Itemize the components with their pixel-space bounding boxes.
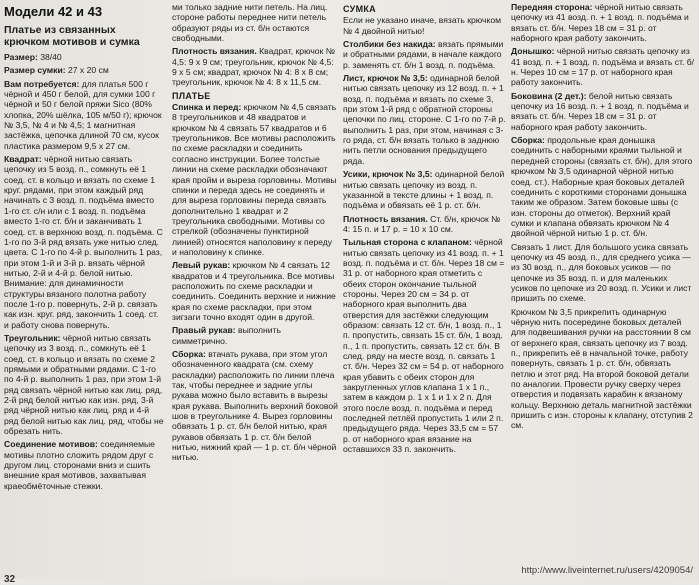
section-text: белой нитью связать цепочку из 16 возд. п. + 1 возд. п. подъёма и вязать ст. б/н. Через 18 см = 31 р. от наборного края работу закончить. — [511, 90, 689, 132]
source-url: http://www.liveinternet.ru/users/4209054/ — [521, 565, 693, 576]
section-text: крючком № 4,5 связать 8 треугольников и 48 квадратов и крючком № 4 связать 57 квадратов и 6 треугольников. Все мотивы расположить по схеме раскладки и соединить согласно инструкции. Более толстые линии на схеме раскладки обозначают края пройм и выреза горловины. Мотивы спинки и переда здесь не соединять и для выреза горловины переда связать дополнительно 1 квадрат и 2 треугольника свободными. Мотивы со стрелкой (обозначены пунктирной линией) относятся наполовину к переду и наполовину к спинке. — [172, 102, 337, 257]
section-label: Спинка и перед: — [172, 102, 242, 113]
col2-intro: ми только задние нити петель. На лиц. стороне работы переднее нити петель образуют ряды из ст. б/н остаются свободными. — [172, 2, 328, 44]
section-text: чёрной нитью связать цепочку из 41 возд. п. + 1 возд. п. подъёма и ст. б/н. Через 18 см = 31 р. от наборного края отметить с обеих сторон окончание тыльной стороны. Через 20 см = 34 р. от наборного края выполнить два отверстия для застёжки следующим образом: связать 12 ст. б/н, 1 возд. п., 1 п. пропустить, связать 15 ст. б/н, 1 возд. п., 1 п. пропустить, связать 12 ст. б/н. В след. ряду на месте возд. п. связать 1 ст. б/н. Через 32 см = 54 р. от наборного края убавить с обеих сторон для закругленных углов клапана 1 x 1 п., затем в каждом р. 1 x 1 и 1 x 2 п. Для этого после возд. п. подъёма и перед последней петлёй пропустить 1 или 2 п. предыдущего ряда. Через 33,5 см = 57 р. от наборного края вязание на оставшихся 33 п. закончить. — [343, 237, 505, 455]
model-subheading: Платье из связанных крючком мотивов и сумка — [4, 24, 140, 48]
col4-sections — [511, 2, 695, 431]
page-number: 32 — [4, 574, 16, 585]
section-label: Левый рукав: — [172, 260, 231, 271]
section-label: Размер: — [4, 52, 38, 62]
instruction-section — [511, 135, 695, 238]
section-label: Усики, крючок № 3,5: — [343, 169, 433, 180]
section-text: вязать прямыми и обратными рядами, в начале каждого р. заменять ст. б/н 1 возд. п. подъёма. — [343, 39, 504, 70]
instruction-section — [343, 39, 507, 70]
section-label: Плотность вязания. — [172, 46, 257, 57]
section-label: Столбики без накида: — [343, 39, 436, 50]
section-label: Боковина (2 дет.): — [511, 90, 587, 101]
section-label: Размер сумки: — [4, 65, 66, 76]
instruction-section — [172, 325, 338, 346]
instruction-section — [343, 214, 507, 235]
instruction-section — [343, 73, 507, 166]
section-text: 27 x 20 см — [65, 65, 109, 76]
section-label: Тыльная сторона с клапаном: — [343, 237, 472, 248]
section-text: одинарной белой нитью связать цепочку из возд. п. указанной в тексте длины + 1 возд. п. подъёма и обвязать её 1 р. ст. б/н. — [343, 169, 505, 211]
instruction-section — [511, 2, 695, 43]
instruction-section — [511, 307, 695, 431]
section-text: чёрной нитью связать цепочку из 41 возд. п. + 1 возд. п. подъёма и вязать ст. б/н. Через 10 см = 17 р. от наборного края работу закончить. — [511, 46, 695, 88]
density-section — [172, 46, 338, 87]
column-3 — [343, 2, 507, 571]
col1-sections — [4, 52, 164, 491]
dress-title: ПЛАТЬЕ — [172, 90, 211, 101]
instruction-section — [343, 169, 507, 210]
section-text: Квадрат, крючок № 4,5: 9 x 9 см; треугольник, крючок № 4,5: 9 x 5 см; квадрат, крючок № 4: 8 x 8 см; треугольник, крючок № 4: 8 x 11,5 см. — [172, 46, 335, 88]
section-label: Донышко: — [511, 46, 555, 57]
col3-sections — [343, 39, 507, 454]
section-text: одинарной белой нитью связать цепочку из 12 возд. п. + 1 возд. п. подъёма и вязать по схеме 3, при этом 1-й ряд с обратной стороны цепочки по лиц. стороне. С 1-го по 7-й р. выполнить 1 раз, при этом, начиная с 3-го ряда, ст. б/н вязать только в заднюю нить петли основания предыдущего ряда. — [343, 73, 506, 166]
section-label: Сборка: — [172, 349, 206, 359]
column-4 — [511, 2, 695, 571]
section-text: выполнить симметрично. — [172, 325, 281, 346]
column-2 — [172, 2, 338, 571]
section-label: Треугольник: — [4, 332, 61, 343]
section-text: Ст. б/н, крючок № 4: 15 п. и 17 р. = 10 x 10 см. — [343, 213, 501, 234]
section-text: для платья 500 г чёрной и 450 г белой, для сумки 100 г чёрной и 50 г белой пряжи Sico (80% хлопка, 20% шёлка, 105 м/50 г); крючок № 3,5, № 4 и № 4,5; 1 магнитная застёжка, цепочка длиной 70 см, кусок пластика размером 9,5 x 27 см. — [4, 78, 162, 151]
section-text: Связать 1 лист. Для большого усика связать цепочку из 45 возд. п., для среднего усика — из 30 возд. п., для боковых усиков — по цепочке из 35 возд. п. и для маленьких усиков по цепочке из 20 возд. п. Усики и лист пришить по схеме. — [511, 241, 692, 304]
section-label: Вам потребуется: — [4, 78, 80, 89]
instruction-section — [4, 79, 164, 151]
section-label: Сборка: — [511, 135, 545, 146]
instruction-section — [343, 237, 507, 454]
section-text: чёрной нитью связать цепочку из 5 возд. п., сомкнуть её 1 соед. ст. в кольцо и вязать по схеме 1 круг. рядами, при этом каждый ряд начинать с 3 возд. п. подъёма вместо 1-го ст. с/н или с 1 возд. п. подъёма вместо 1-го ст. б/н и заканчивать 1 соед. ст. в верхнюю возд. п. подъёма. С 1-го по 3-й ряд вязать уже нитью след. цвета. С 1-го по 4-й р. выполнить 1 раз, при этом 1-й и 3-й р. вязать чёрной нитью, 2-й и 4-й р. белой нитью. Внимание: для динамичности структуры вязаного полотна работу после 1-го р. повернуть, 2-й р. связать как изн. круг. ряд, закончить 1 соед. ст. и работу снова повернуть. — [4, 154, 163, 330]
section-text: чёрной нитью связать цепочку из 41 возд. п. + 1 возд. п. подъёма и вязать ст. б/н. Через 18 см = 31 р. от наборного края работу закончить. — [511, 2, 689, 44]
section-label: Передняя сторона: — [511, 2, 593, 12]
instruction-section — [4, 52, 164, 62]
instruction-section — [4, 439, 164, 491]
instruction-section — [172, 260, 338, 322]
instruction-section — [511, 242, 695, 304]
section-text: соединяемые мотивы плотно сложить рядом друг с другом лиц. сторонами вниз и сшить внешние края мотивов, захватывая краеобмёточные стежки. — [4, 439, 155, 491]
section-label: Соединение мотивов: — [4, 439, 98, 450]
instruction-section — [511, 91, 695, 132]
section-text: продольные края донышка соединить с наборными краями тыльной и передней стороны (связать ст. б/н), для этого крючком № 3,5 одинарной чёрной нитью соед. ст.). Наборные края боковых деталей соединить с короткими сторонами донышка таким же образом. Затем боковые швы (с изн. стороны до отметок). Верхний край сумки и клапана обвязать крючком № 4 двойной чёрной нитью 1 р. ст. б/н. — [511, 135, 693, 239]
section-text: втачать рукава, при этом угол обозначенного квадрата (см. схему раскладки) расположить по линии плеча так, чтобы переднее и задние углы рукава можно было вставить в вырезы края рукава. Выполнить верхний боковой шов в треугольнике 4. Вырез горловины обвязать 1 р. ст. б/н белой нитью, края рукавов обвязать 1 р. ст. б/н белой нитью, нижний край — 1 р. ст. б/н чёрной нитью. — [172, 349, 338, 463]
section-label: Плотность вязания. — [343, 213, 428, 224]
col2-sections — [172, 102, 338, 463]
section-label: Правый рукав: — [172, 325, 236, 336]
instruction-section — [4, 333, 164, 436]
section-label: Лист, крючок № 3,5: — [343, 73, 428, 84]
column-1 — [4, 2, 164, 571]
instruction-section — [511, 46, 695, 87]
col3-intro: Если не указано иначе, вязать крючком № 4 двойной нитью! — [343, 15, 502, 36]
instruction-section — [4, 154, 164, 330]
section-text: чёрной нитью связать цепочку из 3 возд. п., сомкнуть её 1 соед. ст. в кольцо и вязать по схеме 2 прямыми и обратными рядами. С 1-го по 4-й р. выполнить 1 раз, при этом 1-й ряд связать чёрной нитью как лиц. ряд, 2-й ряд белой нитью как изн. ряд, 3-й ряд чёрной нитью как лиц. ряд и 4-й ряд белой нитью как лиц. ряд, чтобы не обрезать нить. — [4, 332, 164, 437]
model-heading: Модели 42 и 43 — [4, 4, 103, 19]
section-text: 38/40 — [37, 52, 62, 62]
instruction-section — [4, 65, 164, 75]
bag-title: СУМКА — [343, 4, 376, 14]
instruction-section — [172, 102, 338, 257]
instruction-section — [172, 349, 338, 463]
section-text: крючком № 4 связать 12 квадратов и 4 треугольника. Все мотивы расположить по схеме раскладки и соединить. Соединить верхние и нижние края по схеме раскладки, при этом зигзаги точно входят один в другой. — [172, 260, 336, 322]
section-text: Крючком № 3,5 прикрепить одинарную чёрную нить посередине боковых деталей для подвешивания ручки на расстоянии 8 см от верхнего края, связать цепочку из 7 возд. п., прикрепить её в начальной точке, работу повернуть, связать 1 р. ст. б/н, обвязать петлю и этот ряд. На второй боковой детали по аналогии. Провести ручку сверху через отверстия и подвязать карабин к вязаному кольцу. Верхнюю деталь магнитной застёжки пришить с изн. стороны к клапану, отступив 2 см. — [511, 306, 693, 431]
section-label: Квадрат: — [4, 154, 42, 165]
